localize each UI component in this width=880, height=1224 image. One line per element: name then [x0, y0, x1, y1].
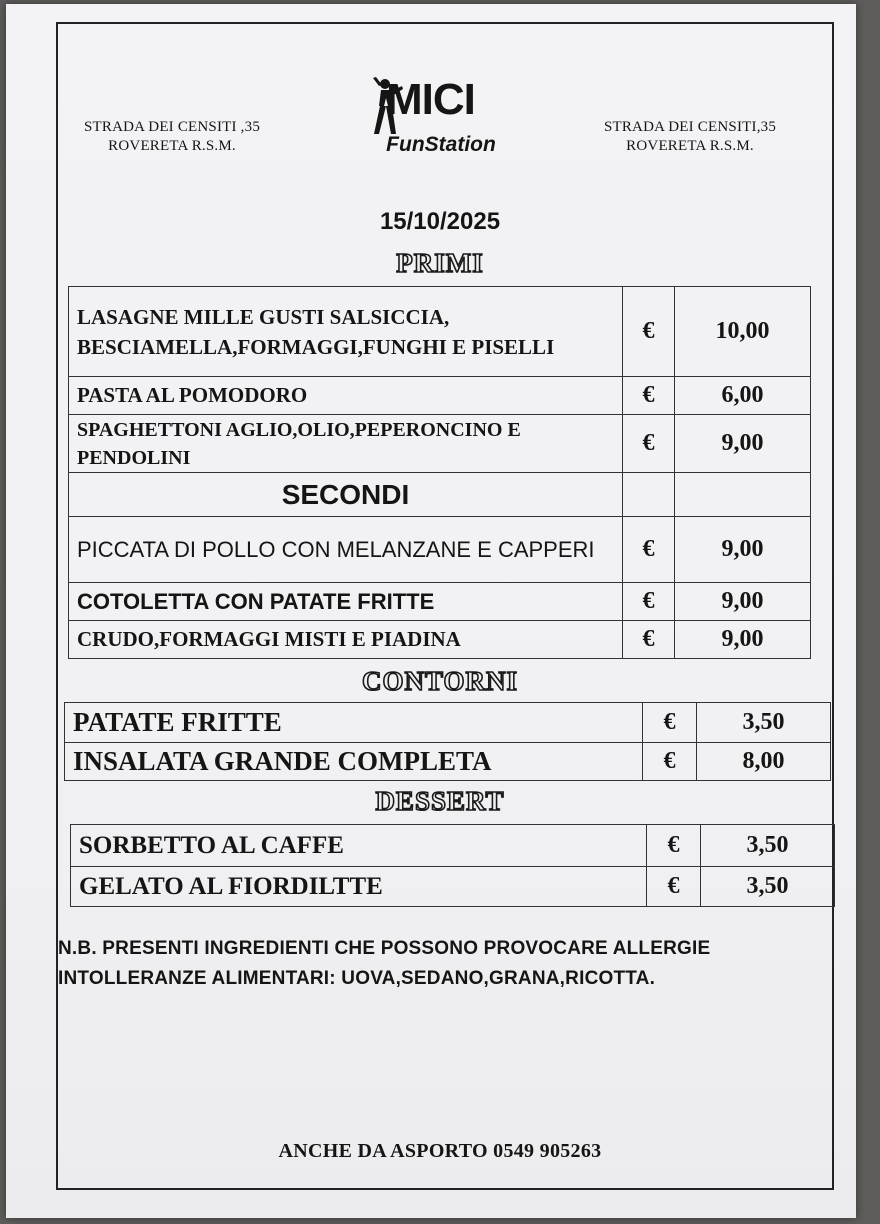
item-name: COTOLETTA CON PATATE FRITTE — [69, 583, 623, 621]
logo-text: MICI — [386, 75, 475, 124]
item-price: 3,50 — [701, 825, 835, 867]
item-name: PATATE FRITTE — [65, 703, 643, 743]
currency-symbol: € — [643, 703, 697, 743]
empty-cell — [623, 473, 675, 517]
address-left — [72, 118, 272, 156]
table-row — [71, 825, 835, 867]
address-right-city: ROVERETA R.S.M. — [626, 138, 754, 154]
section-title-dessert: DESSERT — [375, 786, 505, 816]
allergy-note-line: INTOLLERANZE ALIMENTARI: UOVA,SEDANO,GRANA,RICOTTA. — [58, 968, 656, 989]
section-title-secondi: SECONDI — [69, 473, 623, 517]
item-price: 9,00 — [675, 517, 811, 583]
item-price: 9,00 — [675, 583, 811, 621]
section-title-contorni: CONTORNI — [361, 666, 519, 696]
item-name: LASAGNE MILLE GUSTI SALSICCIA, BESCIAMELLA,FORMAGGI,FUNGHI E PISELLI — [69, 287, 623, 377]
currency-symbol: € — [623, 621, 675, 659]
item-price: 3,50 — [701, 867, 835, 907]
item-name: GELATO AL FIORDILTTE — [71, 867, 647, 907]
currency-symbol: € — [623, 287, 675, 377]
item-price: 9,00 — [675, 621, 811, 659]
item-name: SORBETTO AL CAFFE — [71, 825, 647, 867]
currency-symbol: € — [647, 825, 701, 867]
table-row — [65, 703, 831, 743]
currency-symbol: € — [647, 867, 701, 907]
item-name: SPAGHETTONI AGLIO,OLIO,PEPERONCINO E PENDOLINI — [69, 415, 623, 473]
allergy-note-line: N.B. PRESENTI INGREDIENTI CHE POSSONO PROVOCARE ALLERGIE — [58, 938, 711, 959]
item-price: 10,00 — [675, 287, 811, 377]
logo-subtitle: FunStation — [386, 133, 496, 156]
empty-cell — [675, 473, 811, 517]
item-name: INSALATA GRANDE COMPLETA — [65, 743, 643, 781]
table-row-section-header — [69, 473, 811, 517]
item-name: CRUDO,FORMAGGI MISTI E PIADINA — [69, 621, 623, 659]
item-name: PASTA AL POMODORO — [69, 377, 623, 415]
currency-symbol: € — [623, 377, 675, 415]
table-row — [71, 867, 835, 907]
item-price: 6,00 — [675, 377, 811, 415]
table-row — [69, 415, 811, 473]
currency-symbol: € — [643, 743, 697, 781]
currency-symbol: € — [623, 415, 675, 473]
table-row — [69, 621, 811, 659]
table-row — [65, 743, 831, 781]
address-left-street: STRADA DEI CENSITI ,35 — [83, 119, 261, 135]
section-title-primi: PRIMI — [396, 248, 484, 278]
table-row — [69, 517, 811, 583]
item-price: 3,50 — [697, 703, 831, 743]
logo — [366, 76, 526, 162]
menu-date: 15/10/2025 — [379, 208, 501, 235]
item-price: 9,00 — [675, 415, 811, 473]
currency-symbol: € — [623, 517, 675, 583]
primi-secondi-table — [68, 286, 811, 659]
table-row — [69, 377, 811, 415]
item-price: 8,00 — [697, 743, 831, 781]
allergy-notes — [58, 934, 848, 994]
currency-symbol: € — [623, 583, 675, 621]
takeaway-footer: ANCHE DA ASPORTO 0549 905263 — [278, 1140, 602, 1162]
address-right — [590, 118, 790, 156]
address-right-street: STRADA DEI CENSITI,35 — [603, 119, 777, 135]
contorni-table — [64, 702, 831, 781]
table-row — [69, 287, 811, 377]
table-row — [69, 583, 811, 621]
address-left-city: ROVERETA R.S.M. — [108, 138, 236, 154]
item-name: PICCATA DI POLLO CON MELANZANE E CAPPERI — [69, 517, 623, 583]
dessert-table — [70, 824, 835, 907]
